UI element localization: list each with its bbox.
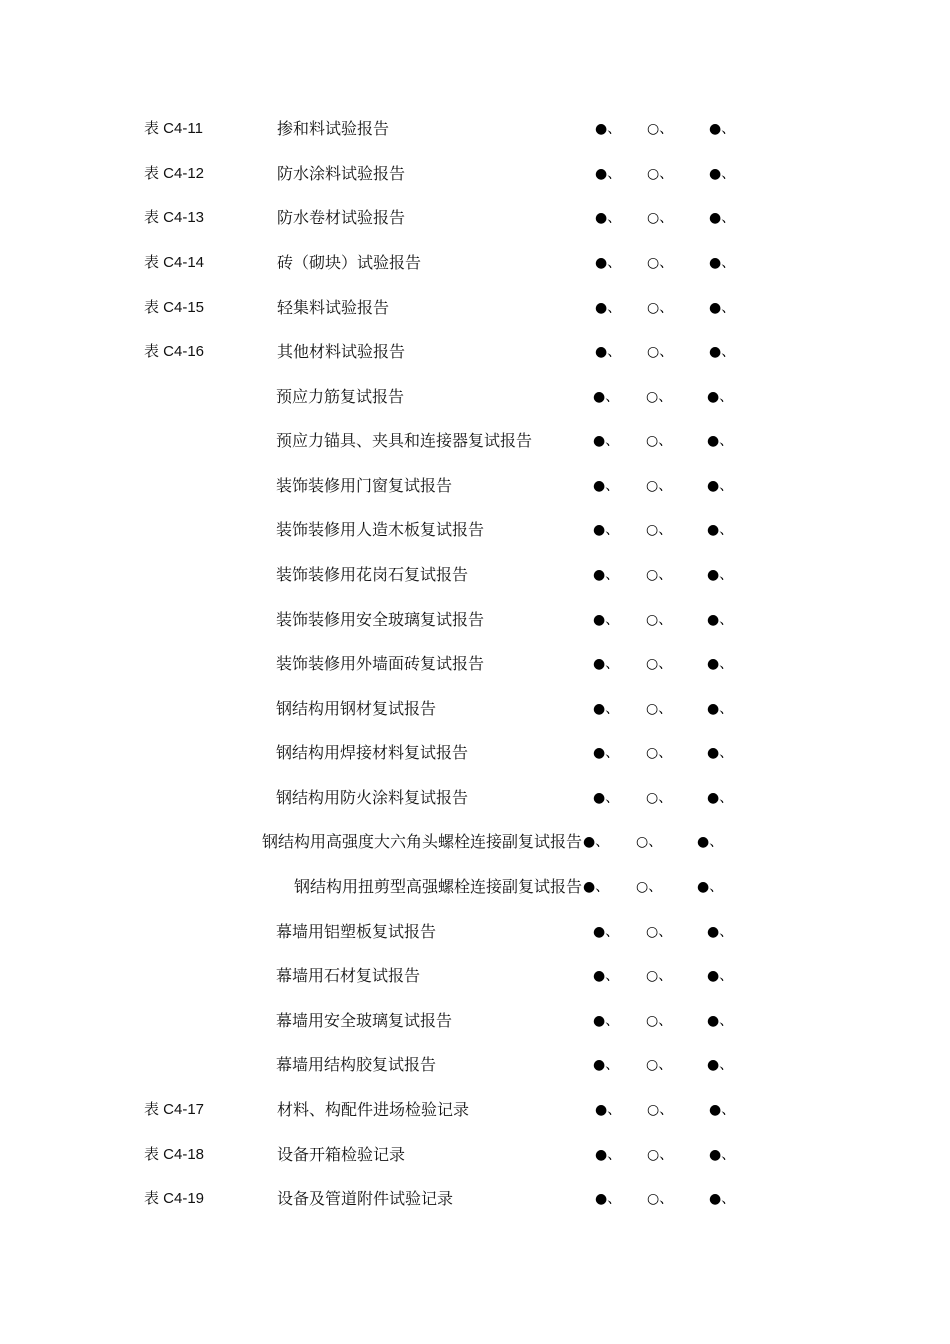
open-circle-mark: ○、	[647, 1191, 674, 1207]
table-code: 表 C4-17	[144, 1101, 205, 1118]
report-name: 幕墙用石材复试报告	[276, 966, 421, 985]
filled-circle-mark: ●、	[583, 834, 610, 850]
open-circle-mark: ○、	[646, 433, 673, 449]
open-circle-mark: ○、	[646, 522, 673, 538]
table-code: 表 C4-13	[144, 209, 205, 226]
list-item	[0, 205, 950, 231]
filled-circle-mark: ●、	[709, 166, 736, 182]
filled-circle-mark: ●、	[707, 478, 734, 494]
filled-circle-mark: ●、	[593, 567, 620, 583]
report-name: 装饰装修用安全玻璃复试报告	[276, 610, 485, 629]
list-item	[0, 1186, 950, 1212]
filled-circle-mark: ●、	[707, 745, 734, 761]
table-code: 表 C4-12	[144, 165, 205, 182]
open-circle-mark: ○、	[646, 924, 673, 940]
filled-circle-mark: ●、	[593, 701, 620, 717]
filled-circle-mark: ●、	[595, 1191, 622, 1207]
open-circle-mark: ○、	[646, 790, 673, 806]
report-name: 预应力锚具、夹具和连接器复试报告	[276, 431, 533, 450]
list-item	[0, 339, 950, 365]
report-name: 掺和料试验报告	[277, 119, 390, 138]
filled-circle-mark: ●、	[697, 834, 724, 850]
filled-circle-mark: ●、	[707, 968, 734, 984]
table-code: 表 C4-16	[144, 343, 205, 360]
filled-circle-mark: ●、	[707, 433, 734, 449]
open-circle-mark: ○、	[647, 1147, 674, 1163]
list-item	[0, 874, 950, 900]
list-item	[0, 161, 950, 187]
filled-circle-mark: ●、	[595, 255, 622, 271]
report-name: 钢结构用扭剪型高强螺栓连接副复试报告	[293, 877, 582, 896]
filled-circle-mark: ●、	[707, 389, 734, 405]
open-circle-mark: ○、	[646, 1013, 673, 1029]
list-item	[0, 384, 950, 410]
report-name: 装饰装修用门窗复试报告	[276, 476, 453, 495]
filled-circle-mark: ●、	[595, 1102, 622, 1118]
filled-circle-mark: ●、	[595, 344, 622, 360]
filled-circle-mark: ●、	[595, 210, 622, 226]
list-item	[0, 607, 950, 633]
report-name: 材料、构配件进场检验记录	[277, 1100, 470, 1119]
filled-circle-mark: ●、	[583, 879, 610, 895]
filled-circle-mark: ●、	[707, 656, 734, 672]
open-circle-mark: ○、	[647, 166, 674, 182]
open-circle-mark: ○、	[646, 389, 673, 405]
filled-circle-mark: ●、	[707, 612, 734, 628]
filled-circle-mark: ●、	[593, 790, 620, 806]
filled-circle-mark: ●、	[709, 210, 736, 226]
list-item	[0, 250, 950, 276]
list-item	[0, 919, 950, 945]
report-name: 其他材料试验报告	[277, 342, 406, 361]
filled-circle-mark: ●、	[709, 344, 736, 360]
report-name: 装饰装修用人造木板复试报告	[276, 520, 485, 539]
filled-circle-mark: ●、	[593, 433, 620, 449]
list-item	[0, 517, 950, 543]
filled-circle-mark: ●、	[707, 1057, 734, 1073]
list-item	[0, 295, 950, 321]
open-circle-mark: ○、	[647, 210, 674, 226]
report-name: 钢结构用高强度大六角头螺栓连接副复试报告	[261, 832, 582, 851]
filled-circle-mark: ●、	[593, 745, 620, 761]
filled-circle-mark: ●、	[593, 924, 620, 940]
filled-circle-mark: ●、	[593, 522, 620, 538]
filled-circle-mark: ●、	[595, 1147, 622, 1163]
filled-circle-mark: ●、	[595, 166, 622, 182]
open-circle-mark: ○、	[646, 1057, 673, 1073]
report-name: 装饰装修用外墙面砖复试报告	[276, 654, 485, 673]
filled-circle-mark: ●、	[707, 924, 734, 940]
filled-circle-mark: ●、	[709, 121, 736, 137]
filled-circle-mark: ●、	[595, 300, 622, 316]
filled-circle-mark: ●、	[707, 567, 734, 583]
table-code: 表 C4-19	[144, 1190, 205, 1207]
open-circle-mark: ○、	[647, 255, 674, 271]
list-item	[0, 1097, 950, 1123]
filled-circle-mark: ●、	[593, 1013, 620, 1029]
open-circle-mark: ○、	[647, 1102, 674, 1118]
list-item	[0, 785, 950, 811]
report-name: 砖（砌块）试验报告	[277, 253, 422, 272]
open-circle-mark: ○、	[646, 745, 673, 761]
report-name: 预应力筋复试报告	[276, 387, 405, 406]
table-code: 表 C4-15	[144, 299, 205, 316]
filled-circle-mark: ●、	[593, 1057, 620, 1073]
report-name: 防水卷材试验报告	[277, 208, 406, 227]
open-circle-mark: ○、	[646, 701, 673, 717]
open-circle-mark: ○、	[636, 879, 663, 895]
open-circle-mark: ○、	[647, 300, 674, 316]
report-name: 幕墙用安全玻璃复试报告	[276, 1011, 453, 1030]
open-circle-mark: ○、	[646, 478, 673, 494]
filled-circle-mark: ●、	[709, 255, 736, 271]
filled-circle-mark: ●、	[709, 1191, 736, 1207]
filled-circle-mark: ●、	[707, 790, 734, 806]
open-circle-mark: ○、	[646, 612, 673, 628]
report-name: 幕墙用铝塑板复试报告	[276, 922, 437, 941]
list-item	[0, 428, 950, 454]
filled-circle-mark: ●、	[593, 478, 620, 494]
filled-circle-mark: ●、	[697, 879, 724, 895]
report-name: 设备开箱检验记录	[277, 1145, 406, 1164]
list-item	[0, 829, 950, 855]
filled-circle-mark: ●、	[593, 389, 620, 405]
open-circle-mark: ○、	[646, 968, 673, 984]
list-item	[0, 963, 950, 989]
filled-circle-mark: ●、	[595, 121, 622, 137]
table-code: 表 C4-11	[144, 120, 203, 137]
open-circle-mark: ○、	[646, 567, 673, 583]
report-name: 幕墙用结构胶复试报告	[276, 1055, 437, 1074]
table-code: 表 C4-14	[144, 254, 205, 271]
filled-circle-mark: ●、	[707, 701, 734, 717]
list-item	[0, 1142, 950, 1168]
open-circle-mark: ○、	[646, 656, 673, 672]
list-item	[0, 562, 950, 588]
filled-circle-mark: ●、	[707, 522, 734, 538]
list-item	[0, 473, 950, 499]
open-circle-mark: ○、	[647, 344, 674, 360]
table-code: 表 C4-18	[144, 1146, 205, 1163]
report-name: 钢结构用焊接材料复试报告	[276, 743, 469, 762]
report-name: 设备及管道附件试验记录	[277, 1189, 454, 1208]
report-name: 装饰装修用花岗石复试报告	[276, 565, 469, 584]
filled-circle-mark: ●、	[709, 300, 736, 316]
list-item	[0, 696, 950, 722]
open-circle-mark: ○、	[636, 834, 663, 850]
report-name: 轻集料试验报告	[277, 298, 390, 317]
filled-circle-mark: ●、	[707, 1013, 734, 1029]
list-item	[0, 116, 950, 142]
open-circle-mark: ○、	[647, 121, 674, 137]
report-name: 钢结构用钢材复试报告	[276, 699, 437, 718]
filled-circle-mark: ●、	[593, 968, 620, 984]
list-item	[0, 651, 950, 677]
list-item	[0, 740, 950, 766]
filled-circle-mark: ●、	[709, 1147, 736, 1163]
list-item	[0, 1008, 950, 1034]
report-name: 钢结构用防火涂料复试报告	[276, 788, 469, 807]
report-name: 防水涂料试验报告	[277, 164, 406, 183]
list-item	[0, 1052, 950, 1078]
filled-circle-mark: ●、	[593, 612, 620, 628]
filled-circle-mark: ●、	[709, 1102, 736, 1118]
filled-circle-mark: ●、	[593, 656, 620, 672]
